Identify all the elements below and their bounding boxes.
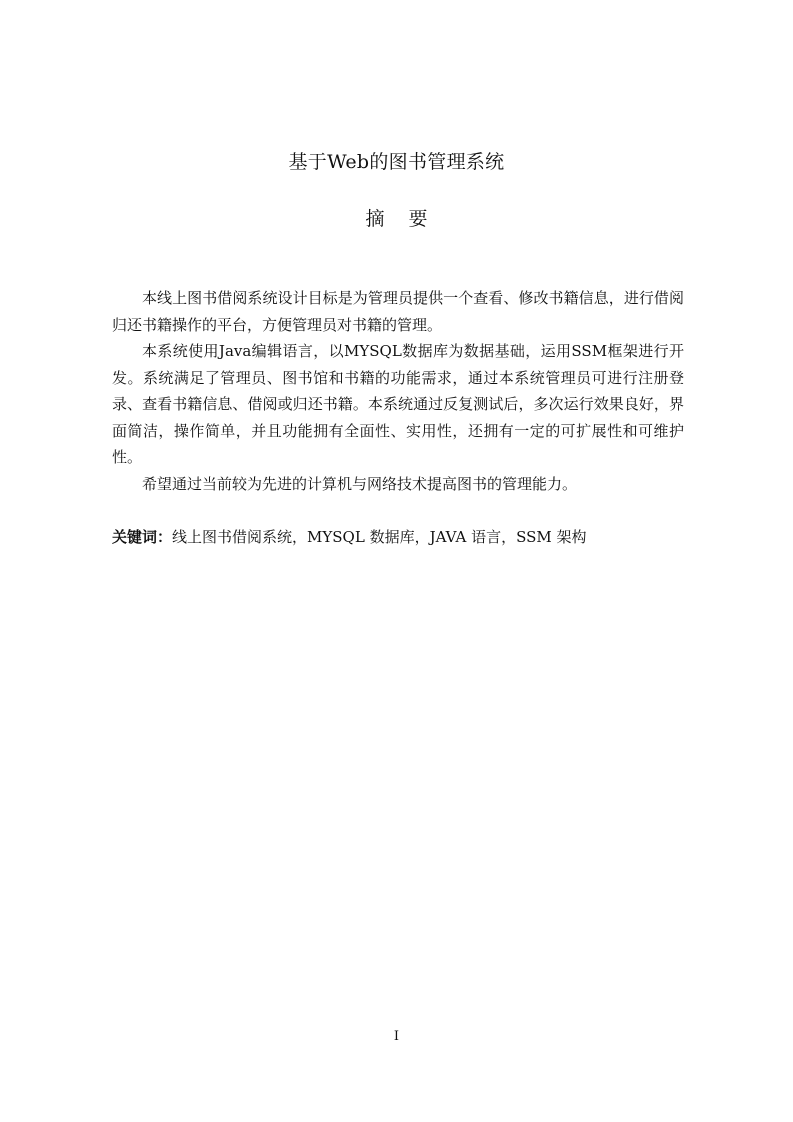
keywords-label: 关键词： bbox=[112, 528, 173, 546]
abstract-paragraph-2: 本系统使用Java编辑语言，以MYSQL数据库为数据基础，运用SSM框架进行开发。系统满足了管理员、图书馆和书籍的功能需求，通过本系统管理员可进行注册登录、查看书籍信息、借阅或归还书籍。本系统通过反复测试后，多次运行效果良好，界面简洁，操作简单，并且功能拥有全面性、实用性，还拥有一定的可扩展性和可维护性。 bbox=[112, 342, 684, 466]
abstract-paragraph-1: 本线上图书借阅系统设计目标是为管理员提供一个查看、修改书籍信息，进行借阅归还书籍操作的平台，方便管理员对书籍的管理。 bbox=[112, 289, 684, 334]
abstract-heading-part2: 要 bbox=[408, 208, 428, 230]
page-number: I bbox=[393, 1029, 400, 1044]
keywords-line bbox=[112, 524, 684, 550]
abstract-body bbox=[112, 285, 684, 497]
abstract-heading bbox=[0, 205, 793, 233]
abstract-paragraph-3: 希望通过当前较为先进的计算机与网络技术提高图书的管理能力。 bbox=[142, 474, 578, 493]
abstract-heading-part1: 摘 bbox=[365, 208, 385, 230]
document-title: 基于Web的图书管理系统 bbox=[288, 151, 505, 173]
keywords-text: 线上图书借阅系统，MYSQL 数据库，JAVA 语言，SSM 架构 bbox=[172, 528, 587, 546]
